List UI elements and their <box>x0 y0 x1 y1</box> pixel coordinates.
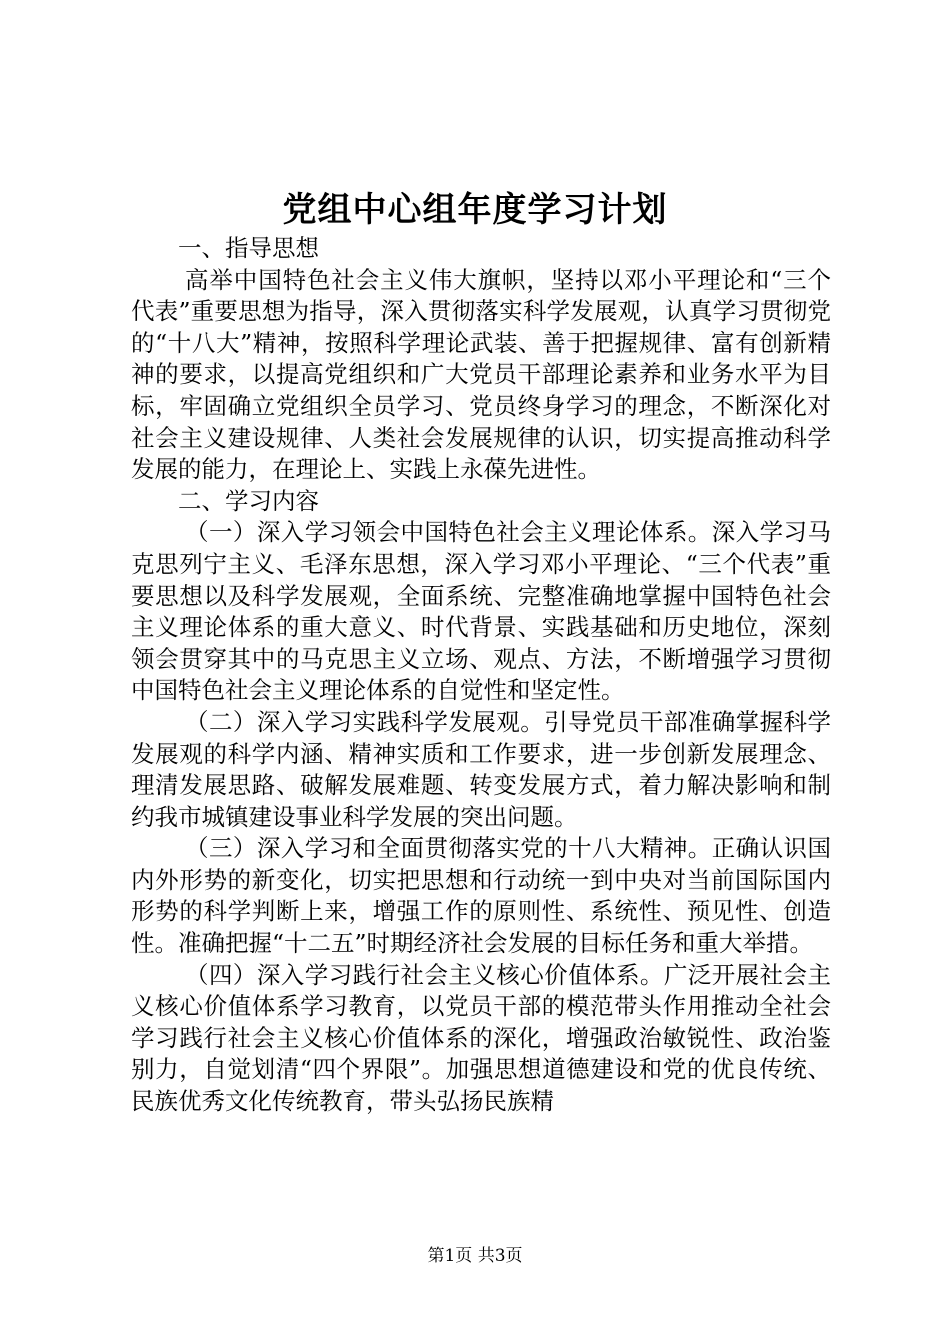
paragraph: （三）深入学习和全面贯彻落实党的十八大精神。正确认识国内外形势的新变化，切实把思想和行动统一到中央对当前国际国内形势的科学判断上来，增强工作的原则性、系统性、预见性、创造性。准确把握“十二五”时期经济社会发展的目标任务和重大举措。 <box>131 834 831 958</box>
paragraph: （一）深入学习领会中国特色社会主义理论体系。深入学习马克思列宁主义、毛泽东思想，深入学习邓小平理论、“三个代表”重要思想以及科学发展观，全面系统、完整准确地掌握中国特色社会主义理论体系的重大意义、时代背景、实践基础和历史地位，深刻领会贯穿其中的马克思主义立场、观点、方法，不断增强学习贯彻中国特色社会主义理论体系的自觉性和坚定性。 <box>131 518 831 705</box>
document-body <box>131 233 831 1118</box>
section-heading: 二、学习内容 <box>178 486 319 515</box>
paragraph: 高举中国特色社会主义伟大旗帜，坚持以邓小平理论和“三个代表”重要思想为指导，深入贯彻落实科学发展观，认真学习贯彻党的“十八大”精神，按照科学理论武装、善于把握规律、富有创新精神的要求，以提高党组织和广大党员干部理论素养和业务水平为目标，牢固确立党组织全员学习、党员终身学习的理念，不断深化对社会主义建设规律、人类社会发展规律的认识，切实提高推动科学发展的能力，在理论上、实践上永葆先进性。 <box>131 265 831 484</box>
section-heading: 一、指导思想 <box>178 234 319 262</box>
document-title: 党组中心组年度学习计划 <box>282 190 668 230</box>
paragraph: （二）深入学习实践科学发展观。引导党员干部准确掌握科学发展观的科学内涵、精神实质和工作要求，进一步创新发展理念、理清发展思路、破解发展难题、转变发展方式，着力解决影响和制约我市城镇建设事业科学发展的突出问题。 <box>131 707 831 831</box>
page-footer: 第1页 共3页 <box>427 1246 523 1266</box>
paragraph: （四）深入学习践行社会主义核心价值体系。广泛开展社会主义核心价值体系学习教育，以党员干部的模范带头作用推动全社会学习践行社会主义核心价值体系的深化，增强政治敏锐性、政治鉴别力，自觉划清“四个界限”。加强思想道德建设和党的优良传统、民族优秀文化传统教育，带头弘扬民族精 <box>131 960 831 1116</box>
